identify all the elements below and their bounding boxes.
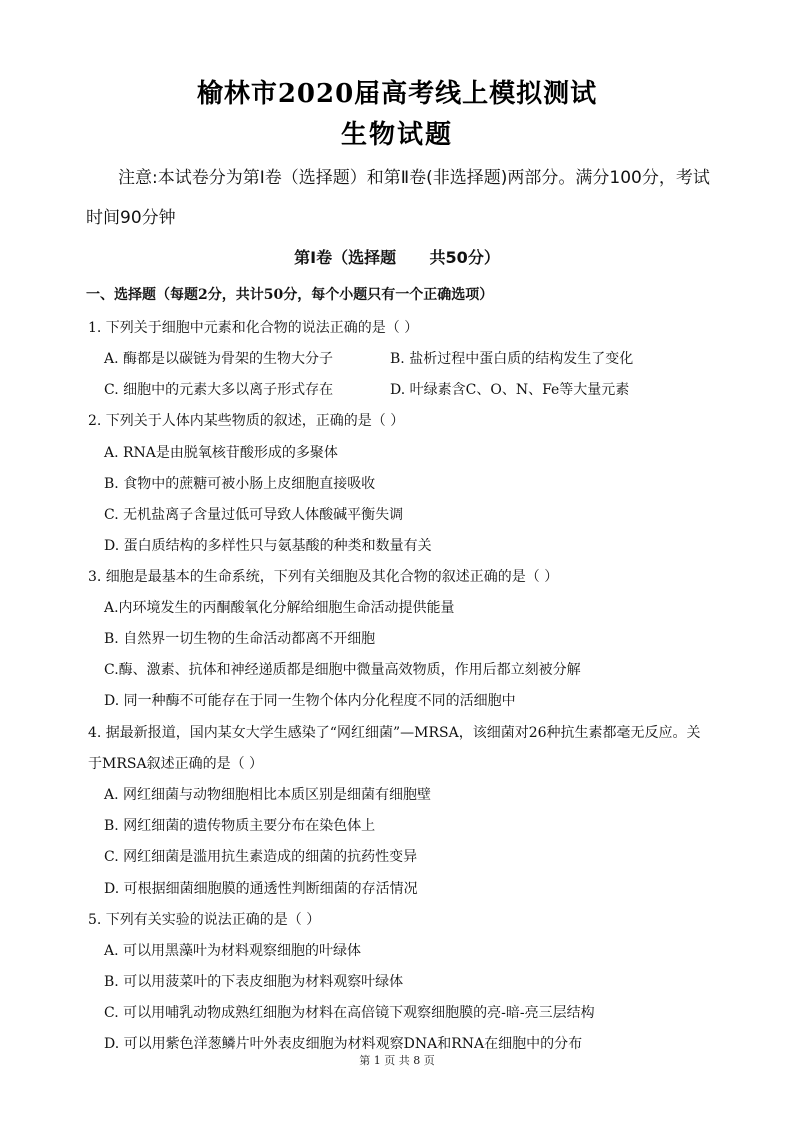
question-1-option-d: D. 叶绿素含C、O、N、Fe等大量元素 — [390, 382, 630, 398]
question-4-option-d: D. 可根据细菌细胞膜的通透性判断细菌的存活情况 — [104, 881, 418, 897]
notice-line-1: 注意:本试卷分为第Ⅰ卷（选择题）和第Ⅱ卷(非选择题)两部分。满分100分，考试 — [118, 168, 710, 188]
question-5-option-d: D. 可以用紫色洋葱鳞片叶外表皮细胞为材料观察DNA和RNA在细胞中的分布 — [104, 1036, 583, 1052]
question-3-option-a: A.内环境发生的丙酮酸氧化分解给细胞生命活动提供能量 — [104, 600, 455, 616]
part1-heading: 第Ⅰ卷（选择题 共50分） — [294, 248, 500, 267]
question-1-option-a: A. 酶都是以碳链为骨架的生物大分子 — [104, 351, 334, 367]
exam-subtitle: 生物试题 — [340, 120, 453, 150]
question-4-option-b: B. 网红细菌的遗传物质主要分布在染色体上 — [104, 818, 376, 834]
exam-title: 榆林市2020届高考线上模拟测试 — [196, 79, 598, 109]
question-3-option-c: C.酶、激素、抗体和神经递质都是细胞中微量高效物质，作用后都立刻被分解 — [104, 662, 581, 678]
question-4-option-c: C. 网红细菌是滥用抗生素造成的细菌的抗药性变异 — [104, 849, 418, 865]
question-1-stem: 1. 下列关于细胞中元素和化合物的说法正确的是（ ） — [88, 320, 419, 336]
question-4-stem-continued: 于MRSA叙述正确的是（ ） — [88, 756, 264, 772]
question-5-option-a: A. 可以用黑藻叶为材料观察细胞的叶绿体 — [104, 943, 362, 959]
question-3-option-b: B. 自然界一切生物的生命活动都离不开细胞 — [104, 631, 376, 647]
question-2-stem: 2. 下列关于人体内某些物质的叙述，正确的是（ ） — [88, 413, 405, 429]
question-4-stem: 4. 据最新报道，国内某女大学生感染了“网红细菌”—MRSA，该细菌对26种抗生素都毫无反应。关 — [88, 725, 701, 741]
question-1-option-c: C. 细胞中的元素大多以离子形式存在 — [104, 382, 334, 398]
question-2-option-c: C. 无机盐离子含量过低可导致人体酸碱平衡失调 — [104, 507, 404, 523]
section1-heading: 一、选择题（每题2分，共计50分，每个小题只有一个正确选项） — [86, 287, 494, 303]
question-2-option-a: A. RNA是由脱氧核苷酸形成的多聚体 — [104, 445, 338, 461]
question-4-option-a: A. 网红细菌与动物细胞相比本质区别是细菌有细胞壁 — [104, 787, 432, 803]
question-1-option-b: B. 盐析过程中蛋白质的结构发生了变化 — [390, 351, 634, 367]
question-3-option-d: D. 同一种酶不可能存在于同一生物个体内分化程度不同的活细胞中 — [104, 693, 516, 709]
page-footer: 第 1 页 共 8 页 — [359, 1054, 435, 1067]
question-5-stem: 5. 下列有关实验的说法正确的是（ ） — [88, 912, 321, 928]
question-2-option-b: B. 食物中的蔗糖可被小肠上皮细胞直接吸收 — [104, 476, 376, 492]
question-2-option-d: D. 蛋白质结构的多样性只与氨基酸的种类和数量有关 — [104, 538, 432, 554]
question-5-option-b: B. 可以用菠菜叶的下表皮细胞为材料观察叶绿体 — [104, 974, 404, 990]
question-3-stem: 3. 细胞是最基本的生命系统，下列有关细胞及其化合物的叙述正确的是（ ） — [88, 569, 559, 585]
notice-line-2: 时间90分钟 — [86, 208, 176, 228]
question-5-option-c: C. 可以用哺乳动物成熟红细胞为材料在高倍镜下观察细胞膜的亮-暗-亮三层结构 — [104, 1005, 595, 1021]
